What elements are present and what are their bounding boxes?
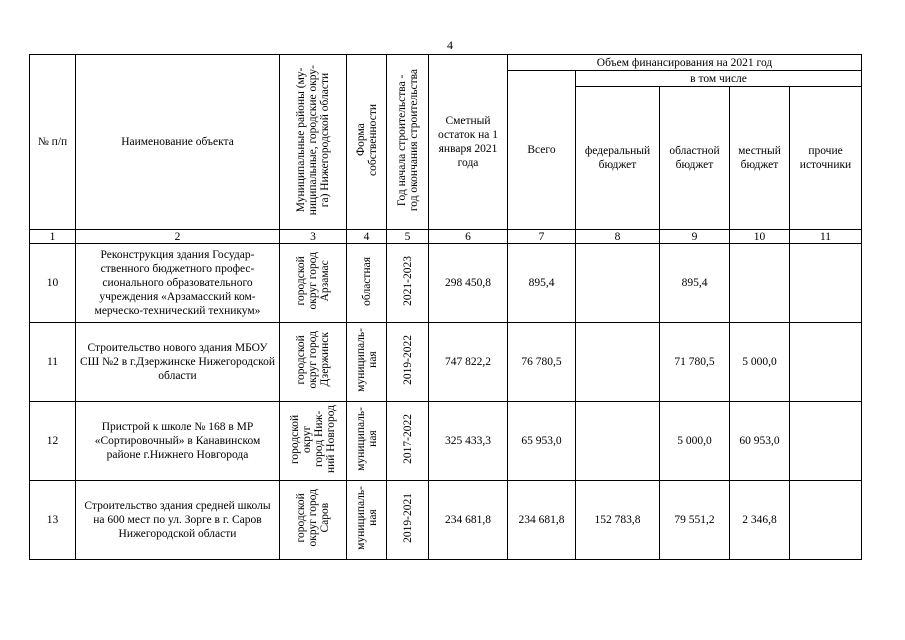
municipal-district: городской округ город Дзержинск (295, 331, 331, 389)
table-row (30, 481, 862, 560)
federal-budget (576, 244, 660, 323)
table-row (30, 402, 862, 481)
header-name: Наименование объекта (76, 55, 280, 230)
other-sources (790, 244, 862, 323)
estimate-balance: 325 433,3 (429, 402, 508, 481)
header-including: в том числе (576, 71, 862, 87)
municipal-district: городской округ город Саров (295, 489, 331, 547)
column-number: 3 (280, 230, 347, 244)
municipal-cell (280, 402, 347, 481)
other-sources (790, 323, 862, 402)
regional-budget: 895,4 (660, 244, 730, 323)
local-budget: 60 953,0 (730, 402, 790, 481)
ownership-cell (347, 244, 387, 323)
municipal-cell (280, 244, 347, 323)
financing-total: 895,4 (508, 244, 576, 323)
header-financing: Объем финансирования на 2021 год (508, 55, 862, 71)
municipal-district: городской округ город Арзамас (295, 252, 331, 310)
ownership-cell (347, 323, 387, 402)
header-estimate: Сметный остаток на 1 января 2021 года (429, 55, 508, 230)
years-cell (387, 244, 429, 323)
municipal-cell (280, 481, 347, 560)
other-sources (790, 402, 862, 481)
header-years-cell (387, 55, 429, 230)
years-cell (387, 323, 429, 402)
header-regional: областной бюджет (660, 87, 730, 230)
financing-table (29, 54, 862, 560)
column-number: 6 (429, 230, 508, 244)
column-number: 8 (576, 230, 660, 244)
ownership-form: областная (360, 256, 373, 306)
ownership-form: муниципаль- ная (354, 486, 379, 550)
ownership-cell (347, 402, 387, 481)
regional-budget: 79 551,2 (660, 481, 730, 560)
header-years: Год начала строительства - год окончания строительства (395, 68, 420, 212)
federal-budget: 152 783,8 (576, 481, 660, 560)
other-sources (790, 481, 862, 560)
table-body (30, 244, 862, 560)
column-number: 5 (387, 230, 429, 244)
financing-total: 76 780,5 (508, 323, 576, 402)
page-number: 4 (447, 38, 453, 52)
object-name: Строительство нового здания МБОУ СШ №2 в г.Дзержинске Нижегородской области (76, 323, 280, 402)
header-municipal: Муниципальные районы (му- ниципальные, городские окру- га) Нижегородской области (295, 64, 331, 216)
column-number: 10 (730, 230, 790, 244)
header-other: прочие источники (790, 87, 862, 230)
table-row (30, 323, 862, 402)
header-row-1 (30, 55, 862, 71)
construction-years: 2017-2022 (401, 414, 414, 464)
local-budget: 5 000,0 (730, 323, 790, 402)
object-name: Реконструкция здания Государ-ственного бюджетного профес-сионального образовательного учреждения «Арзамасский ком-мерческо-технический техникум» (76, 244, 280, 323)
local-budget (730, 244, 790, 323)
construction-years: 2019-2021 (401, 493, 414, 543)
ownership-form: муниципаль- ная (354, 328, 379, 392)
header-local: местный бюджет (730, 87, 790, 230)
regional-budget: 71 780,5 (660, 323, 730, 402)
municipal-cell (280, 323, 347, 402)
header-num: № п/п (30, 55, 76, 230)
column-number: 2 (76, 230, 280, 244)
ownership-cell (347, 481, 387, 560)
header-total: Всего (508, 71, 576, 230)
object-name: Пристрой к школе № 168 в МР «Сортировочный» в Канавинском районе г.Нижнего Новгорода (76, 402, 280, 481)
ownership-form: муниципаль- ная (354, 407, 379, 471)
federal-budget (576, 402, 660, 481)
column-numbers-row (30, 230, 862, 244)
construction-years: 2021-2023 (401, 256, 414, 306)
years-cell (387, 402, 429, 481)
estimate-balance: 298 450,8 (429, 244, 508, 323)
estimate-balance: 747 822,2 (429, 323, 508, 402)
regional-budget: 5 000,0 (660, 402, 730, 481)
construction-years: 2019-2022 (401, 335, 414, 385)
financing-total: 234 681,8 (508, 481, 576, 560)
header-ownership-cell (347, 55, 387, 230)
header-ownership: Форма собственности (354, 104, 379, 176)
column-number: 4 (347, 230, 387, 244)
column-number: 11 (790, 230, 862, 244)
municipal-district: городской округ город Ниж- ний Новгород (289, 404, 337, 474)
years-cell (387, 481, 429, 560)
header-municipal-cell (280, 55, 347, 230)
row-num: 12 (30, 402, 76, 481)
column-number: 1 (30, 230, 76, 244)
header-federal: федеральный бюджет (576, 87, 660, 230)
row-num: 10 (30, 244, 76, 323)
object-name: Строительство здания средней школы на 600 мест по ул. Зорге в г. Саров Нижегородской области (76, 481, 280, 560)
table-row (30, 244, 862, 323)
column-number: 7 (508, 230, 576, 244)
local-budget: 2 346,8 (730, 481, 790, 560)
row-num: 11 (30, 323, 76, 402)
federal-budget (576, 323, 660, 402)
financing-total: 65 953,0 (508, 402, 576, 481)
column-number: 9 (660, 230, 730, 244)
row-num: 13 (30, 481, 76, 560)
estimate-balance: 234 681,8 (429, 481, 508, 560)
